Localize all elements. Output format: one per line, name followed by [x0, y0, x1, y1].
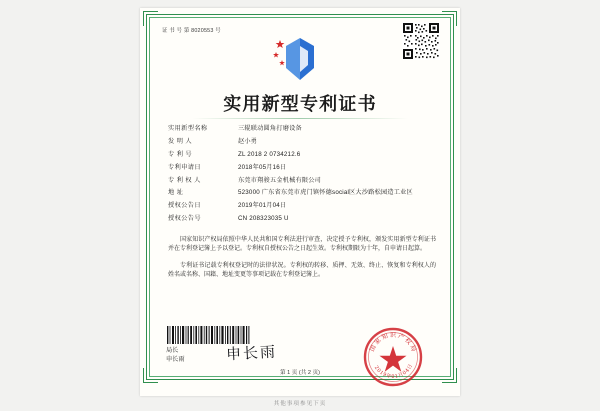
- paragraph-grant: 国家知识产权局依照中华人民共和国专利法进行审查，决定授予专利权，颁发实用新型专利证书并在专利登记簿上予以登记。专利权自授权公告之日起生效。专利权期限为十年，自申请日起算。: [168, 237, 436, 253]
- field-label: 专 利 权 人: [168, 176, 201, 184]
- certificate-serial-number: 证 书 号 第 8020553 号: [162, 28, 221, 34]
- signature-handwriting: 申长雨: [225, 342, 278, 364]
- qr-code-icon: [402, 22, 440, 60]
- field-value: 2018年05月16日: [238, 163, 287, 171]
- signature-title-line1: 局长: [166, 347, 179, 354]
- field-label: 地 址: [168, 189, 184, 197]
- official-seal: [362, 326, 424, 388]
- field-row-inventor: [168, 139, 436, 146]
- patent-emblem-icon: [270, 34, 330, 86]
- field-value: 三辊联动圆角打磨设备: [238, 125, 302, 132]
- field-value: 赵小勇: [238, 137, 258, 145]
- signature-titles: [166, 346, 185, 365]
- signature-title-line2: 申长雨: [166, 356, 185, 364]
- corner-ornament-top-right: [442, 11, 457, 26]
- field-label: 发 明 人: [168, 137, 193, 145]
- field-value: CN 208323035 U: [238, 215, 289, 223]
- title-divider: [192, 118, 408, 119]
- field-label: 专利申请日: [168, 163, 201, 171]
- field-row-application-date: [168, 165, 436, 172]
- field-row-patent-number: [168, 152, 436, 159]
- footer-note: 其他事项参见下页: [273, 401, 327, 407]
- field-value: ZL 2018 2 0734212.6: [238, 150, 301, 158]
- svg-text:国家知识产权局: 国家知识产权局: [368, 331, 418, 354]
- field-value: 523000 广东省东莞市虎门镇怀德social区大沙路松园造工业区: [238, 189, 413, 197]
- field-label: 授权公告日: [168, 202, 201, 210]
- field-label: 授权公告号: [168, 215, 201, 223]
- field-row-address: [168, 190, 436, 197]
- page-title: 实用新型专利证书: [223, 94, 377, 115]
- certificate-body-text: [168, 236, 436, 287]
- field-value: 东莞市翔骏五金机械有限公司: [238, 176, 322, 184]
- certificate-fields: [168, 126, 436, 229]
- field-row-patentee: [168, 178, 436, 185]
- field-row-grant-date: [168, 203, 436, 210]
- svg-text:2019年01月04日: 2019年01月04日: [372, 362, 415, 381]
- field-label: 实用新型名称: [168, 125, 208, 132]
- barcode: [166, 326, 250, 344]
- page-number: 第 1 页 (共 2 页): [279, 370, 321, 376]
- paragraph-registry: 专利证书记载专利权登记时的法律状况。专利权的转移、质押、无效、终止、恢复和专利权人的姓名或名称、国籍、地址变更等事项记载在专利登记簿上。: [168, 262, 436, 278]
- field-row-grant-number: [168, 216, 436, 223]
- field-label: 专 利 号: [168, 150, 193, 158]
- field-row-utility-model-name: [168, 126, 436, 133]
- corner-ornament-top-left: [143, 11, 158, 26]
- certificate-sheet: [140, 8, 460, 396]
- field-value: 2019年01月04日: [238, 202, 287, 210]
